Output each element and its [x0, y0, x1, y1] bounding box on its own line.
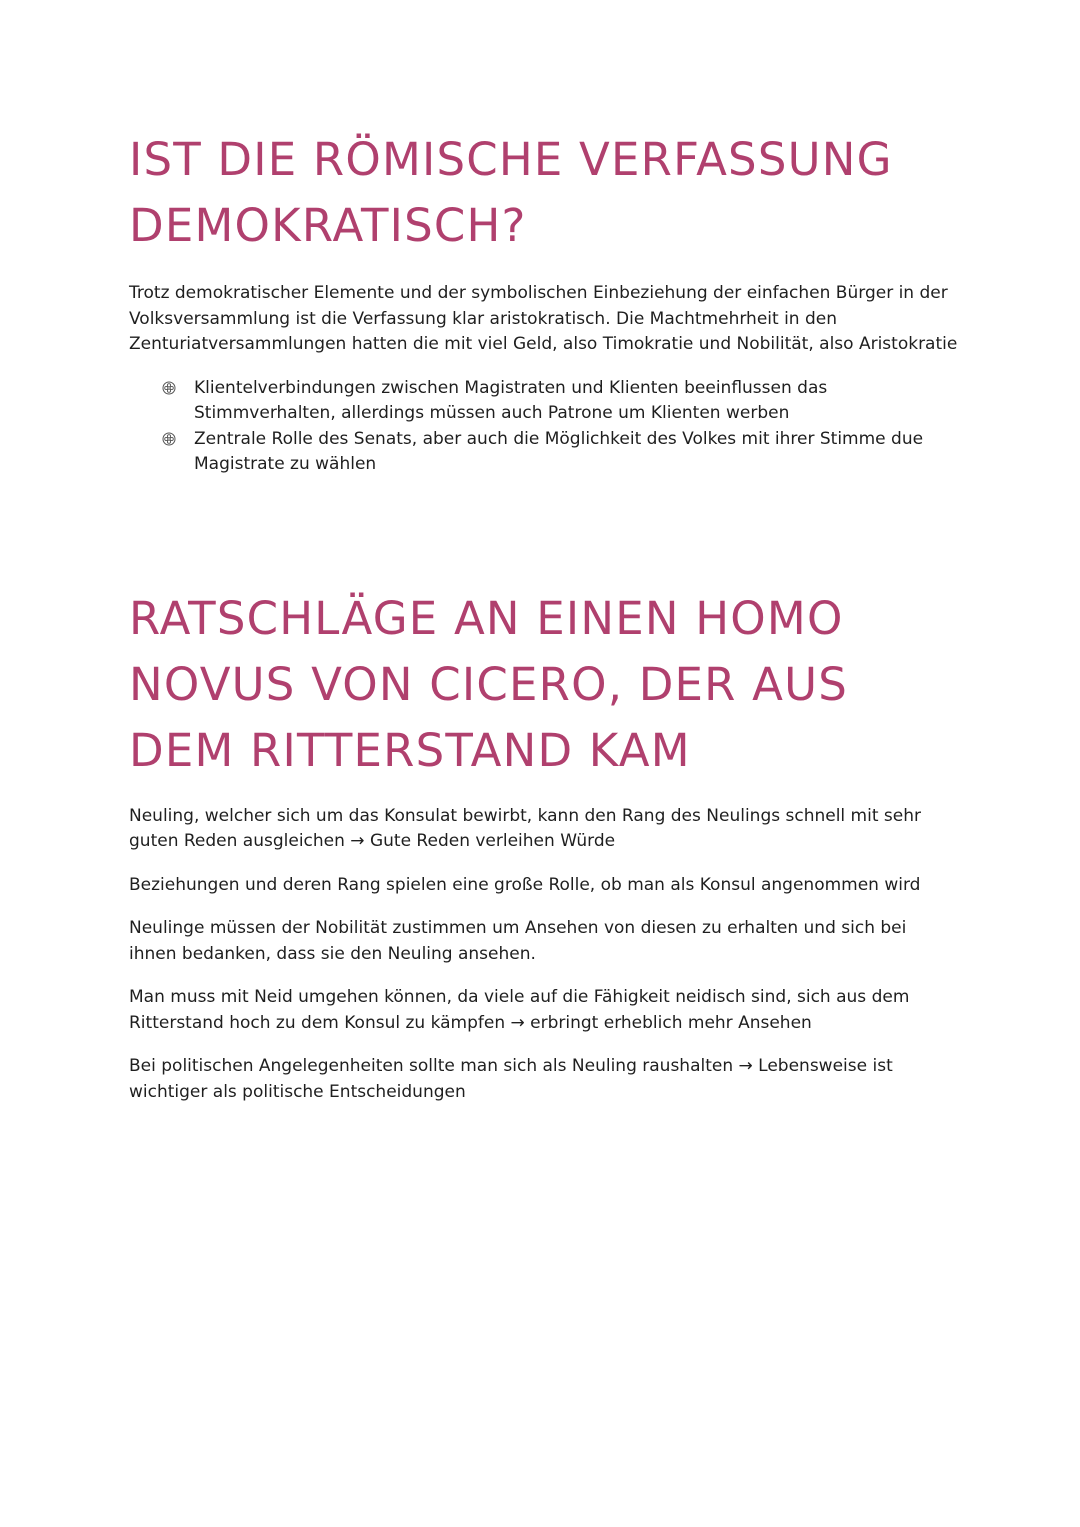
section-spacer — [129, 478, 959, 586]
section-heading-ratschlaege: RATSCHLÄGE AN EINEN HOMO NOVUS VON CICERO, DER AUS DEM RITTERSTAND KAM — [129, 591, 849, 777]
heading-spacer — [129, 784, 959, 804]
bullet-list — [129, 376, 959, 478]
advice-paragraph: Bei politischen Angelegenheiten sollte man sich als Neuling raushalten → Lebensweise ist wichtiger als politische Entscheidungen — [129, 1056, 893, 1102]
advice-paragraph: Man muss mit Neid umgehen können, da viele auf die Fähigkeit neidisch sind, sich aus dem Ritterstand hoch zu dem Konsul zu kämpfen → erbringt erheblich mehr Ansehen — [129, 987, 910, 1033]
flower-bullet-icon — [162, 381, 176, 395]
intro-paragraph: Trotz demokratischer Elemente und der symbolischen Einbeziehung der einfachen Bürger in der Volksversammlung ist die Verfassung klar aristokratisch. Die Machtmehrheit in den Zenturiatversammlungen hatten die mit viel Geld, also Timokratie und Nobilität, also Aristokratie — [129, 283, 958, 354]
bullet-item — [129, 376, 959, 427]
bullet-text: Klientelverbindungen zwischen Magistraten und Klienten beeinflussen das Stimmverhalten, allerdings müssen auch Patrone um Klienten werben — [194, 377, 828, 423]
advice-paragraph: Beziehungen und deren Rang spielen eine große Rolle, ob man als Konsul angenommen wird — [129, 874, 921, 895]
document-page — [129, 0, 959, 1105]
flower-bullet-icon — [162, 432, 176, 446]
bullet-item — [129, 427, 959, 478]
section-heading-verfassung: IST DIE RÖMISCHE VERFASSUNG DEMOKRATISCH? — [129, 133, 893, 252]
bullet-text: Zentrale Rolle des Senats, aber auch die Möglichkeit des Volkes mit ihrer Stimme due Magistrate zu wählen — [194, 428, 924, 474]
advice-paragraph: Neulinge müssen der Nobilität zustimmen um Ansehen von diesen zu erhalten und sich bei ihnen bedanken, dass sie den Neuling ansehen. — [129, 918, 907, 964]
advice-paragraph: Neuling, welcher sich um das Konsulat bewirbt, kann den Rang des Neulings schnell mit sehr guten Reden ausgleichen → Gute Reden verleihen Würde — [129, 805, 921, 851]
